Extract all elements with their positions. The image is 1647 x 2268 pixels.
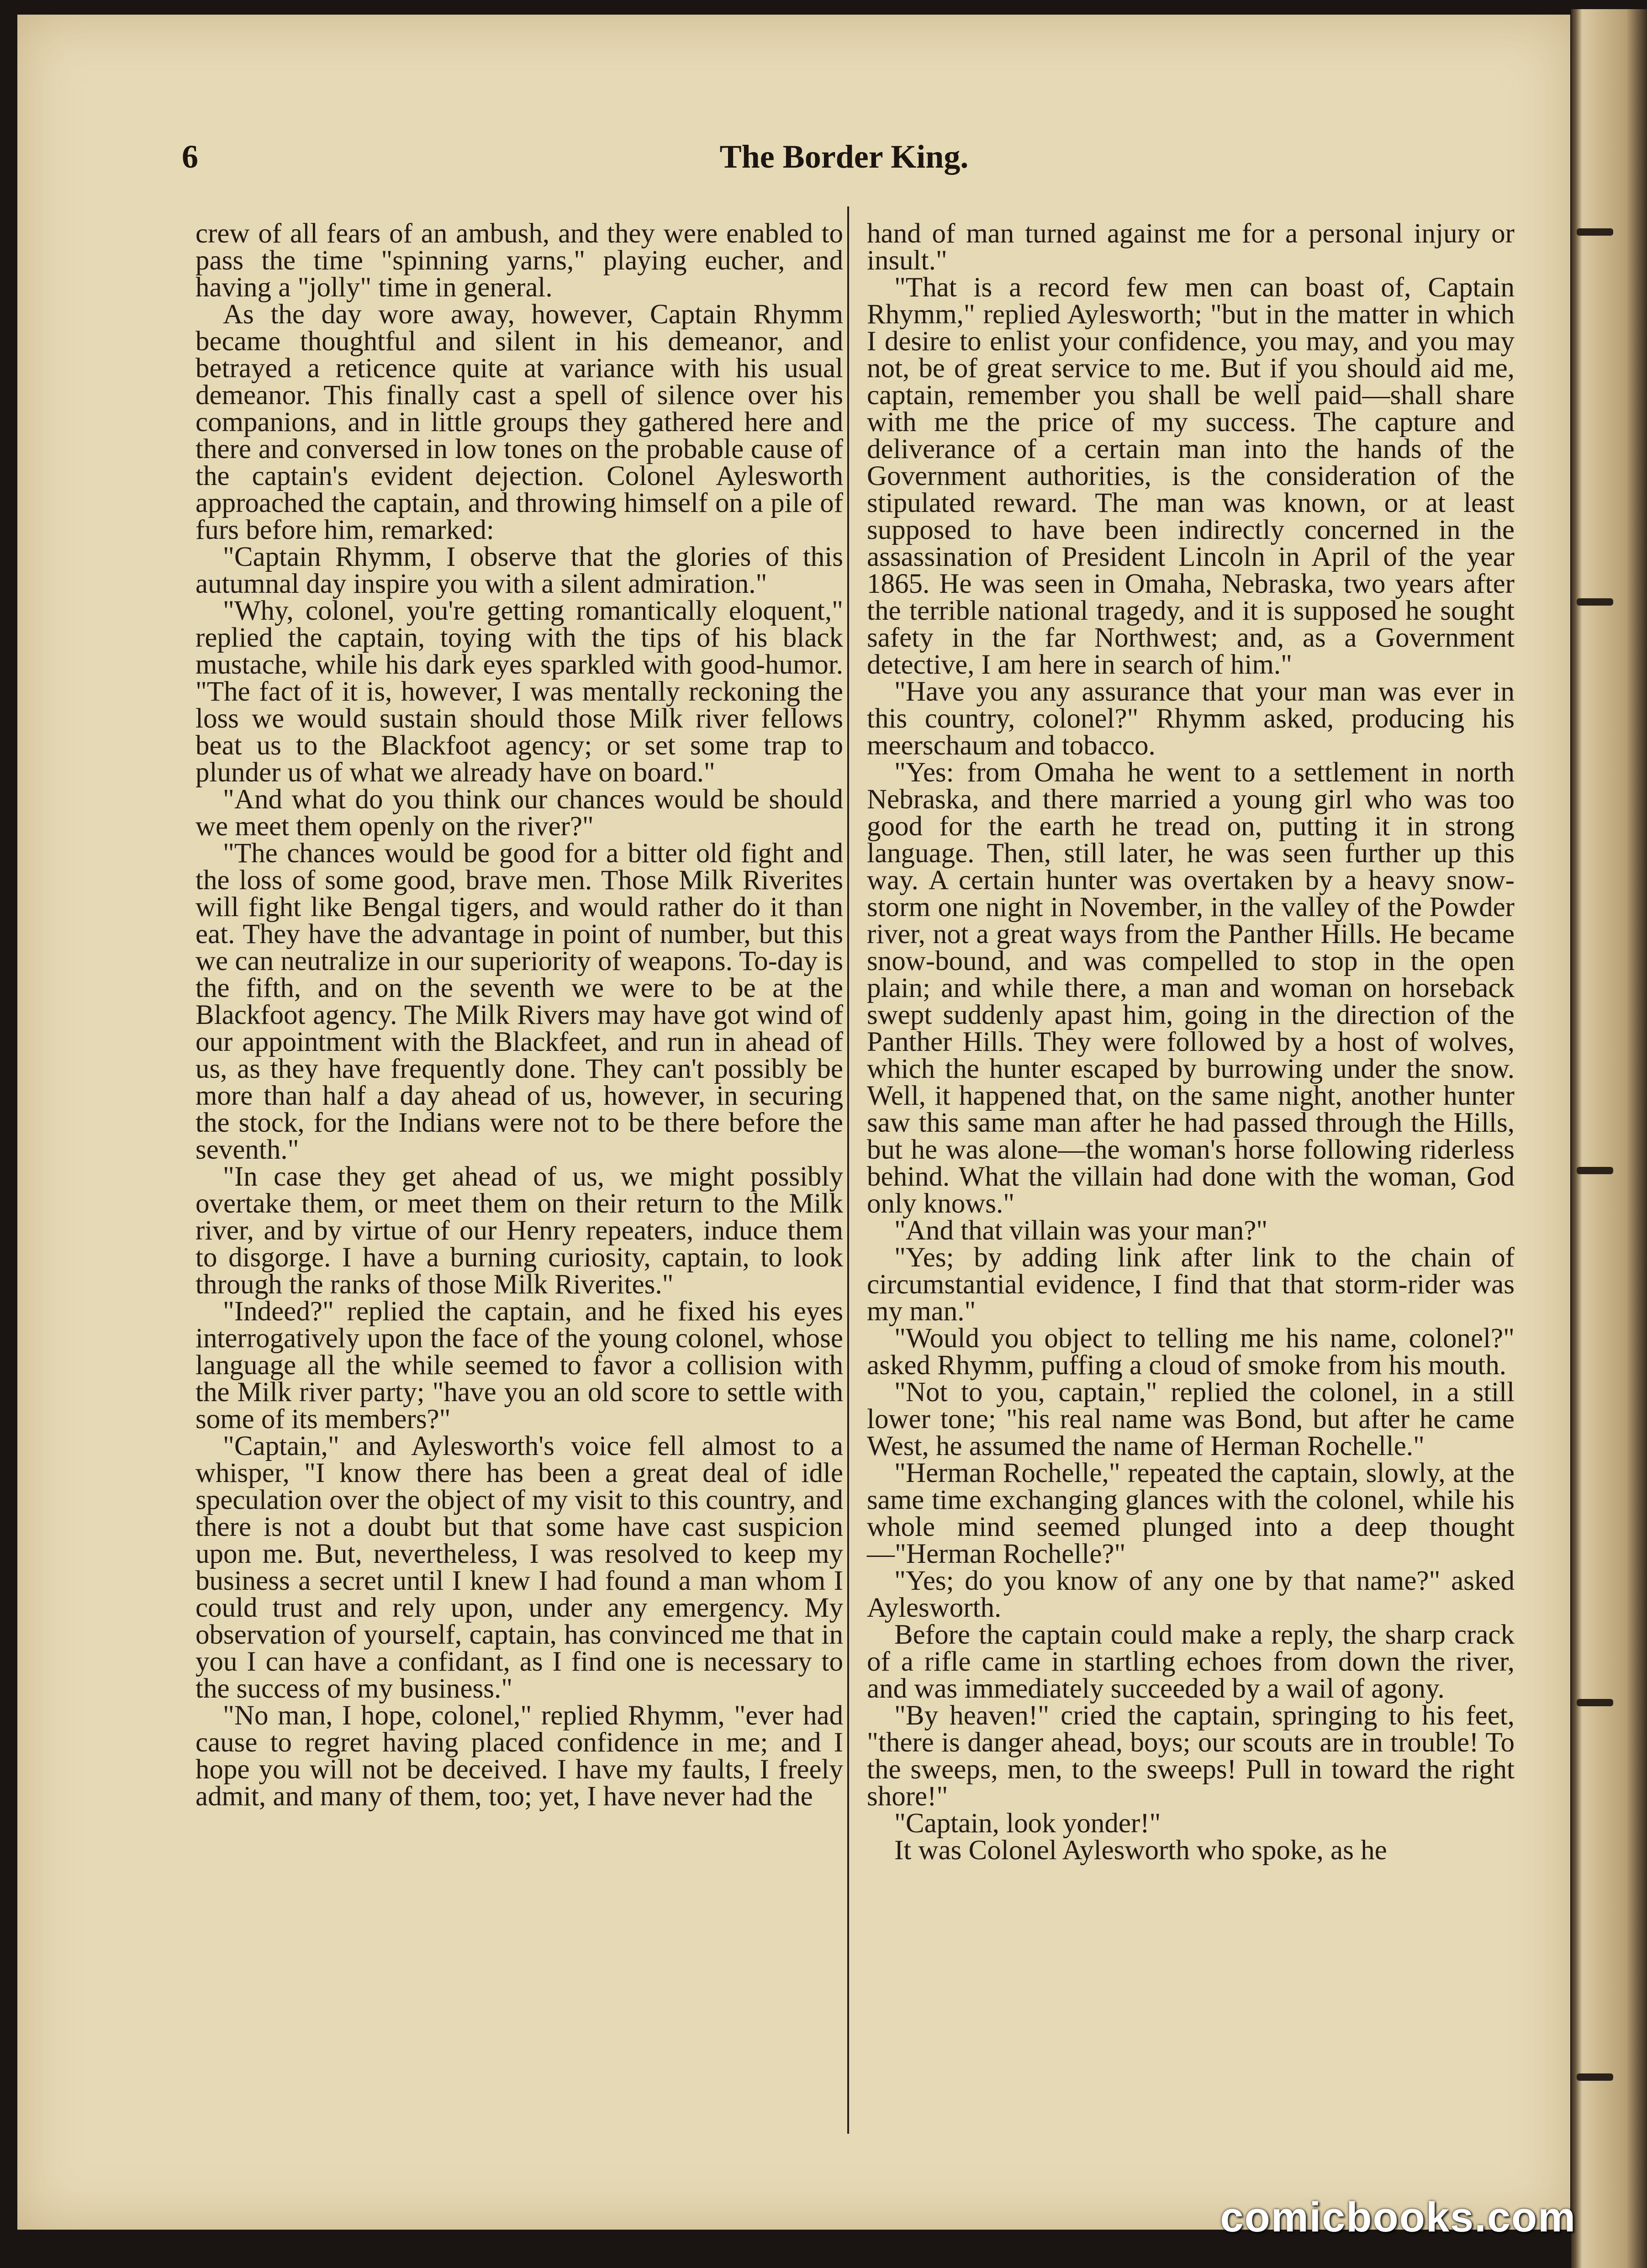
paragraph: hand of man turned against me for a personal injury or insult." (867, 218, 1515, 276)
page-header (182, 138, 1506, 184)
paragraph: "Why, colonel, you're getting romantically eloquent," replied the captain, toying with the tips of his black mustache, while his dark eyes sparkled with good-humor. "The fact of it is, however, I was mentally reckoning the loss we would sustain should those Milk river fellows beat us to the Blackfoot agency; or set some trap to plunder us of what we already have on board." (195, 596, 843, 788)
paragraph: As the day wore away, however, Captain Rhymm became thoughtful and silent in his demeanor, and betrayed a reticence quite at variance with his usual demeanor. This finally cast a spell of silence over his companions, and in little groups they gathered here and there and conversed in low tones on the probable cause of the captain's evident dejection. Colonel Aylesworth approached the captain, and throwing himself on a pile of furs before him, remarked: (195, 299, 843, 545)
paragraph: "Yes; do you know of any one by that name?" asked Aylesworth. (867, 1566, 1515, 1623)
paragraph: "By heaven!" cried the captain, springing to his feet, "there is danger ahead, boys; our scouts are in trouble! To the sweeps, men, to the sweeps! Pull in toward the right shore!" (867, 1700, 1515, 1812)
paragraph: "Have you any assurance that your man was ever in this country, colonel?" Rhymm asked, producing his meerschaum and tobacco. (867, 676, 1515, 761)
page-number: 6 (182, 138, 198, 175)
paragraph: "Captain, look yonder!" (894, 1808, 1161, 1839)
paragraph: "Captain Rhymm, I observe that the glories of this autumnal day inspire you with a silent admiration." (195, 542, 843, 599)
paragraph: "And that villain was your man?" (894, 1215, 1268, 1246)
paragraph: "No man, I hope, colonel," replied Rhymm, "ever had cause to regret having placed confidence in me; and I hope you will not be deceived. I have my faults, I freely admit, and many of them, too; yet, I have never had the (195, 1700, 843, 1812)
paragraph: "That is a record few men can boast of, Captain Rhymm," replied Aylesworth; "but in the matter in which I desire to enlist your confidence, you may, and you may not, be of great service to me. But if you should aid me, captain, remember you shall be well paid—shall share with me the price of my success. The capture and deliverance of a certain man into the hands of the Government authorities, is the consideration of the stipulated reward. The man was known, or at least supposed to have been indirectly concerned in the assassination of President Lincoln in April of the year 1865. He was seen in Omaha, Nebraska, two years after the terrible national tragedy, and it is supposed he sought safety in the far Northwest; and, as a Government detective, I am here in search of him." (867, 272, 1515, 680)
column-divider (847, 206, 849, 2134)
staple (1577, 598, 1613, 606)
staple (1577, 1699, 1613, 1706)
paragraph: "Captain," and Aylesworth's voice fell almost to a whisper, "I know there has been a great deal of idle speculation over the object of my visit to this country, and there is not a doubt but that some have cast suspicion upon me. But, nevertheless, I was resolved to keep my business a secret until I knew I had found a man whom I could trust and rely upon, under any emergency. My observation of yourself, captain, has convinced me that in you I can have a confidant, as I find one is necessary to the success of my business." (195, 1431, 843, 1704)
paragraph: "Indeed?" replied the captain, and he fixed his eyes interrogatively upon the face of the young colonel, whose language all the while seemed to favor a collision with the Milk river party; "have you an old score to settle with some of its members?" (195, 1296, 843, 1435)
magazine-page (17, 15, 1570, 2230)
text-column-right (867, 220, 1515, 1864)
binding-spine (1571, 9, 1647, 2268)
paragraph: "And what do you think our chances would be should we meet them openly on the river?" (195, 784, 843, 842)
paragraph: crew of all fears of an ambush, and they were enabled to pass the time "spinning yarns," playing eucher, and having a "jolly" time in general. (195, 218, 843, 303)
paragraph: Before the captain could make a reply, the sharp crack of a rifle came in startling echoes from down the river, and was immediately succeeded by a wail of agony. (867, 1619, 1515, 1704)
paragraph: "Herman Rochelle," repeated the captain, slowly, at the same time exchanging glances with the colonel, while his whole mind seemed plunged into a deep thought—"Herman Rochelle?" (867, 1458, 1515, 1569)
paragraph: "Not to you, captain," replied the colonel, in a still lower tone; "his real name was Bond, but after he came West, he assumed the name of Herman Rochelle." (867, 1377, 1515, 1461)
paragraph: "Yes; by adding link after link to the chain of circumstantial evidence, I find that that storm-rider was my man." (867, 1242, 1515, 1327)
running-head-title: The Border King. (719, 138, 969, 175)
paragraph: "In case they get ahead of us, we might possibly overtake them, or meet them on their return to the Milk river, and by virtue of our Henry repeaters, induce them to disgorge. I have a burning curiosity, captain, to look through the ranks of those Milk Riverites." (195, 1161, 843, 1300)
paragraph: It was Colonel Aylesworth who spoke, as he (894, 1835, 1387, 1866)
paragraph: "The chances would be good for a bitter old fight and the loss of some good, brave men. Those Milk Riverites will fight like Bengal tigers, and would rather do it than eat. They have the advantage in point of number, but this we can neutralize in our superiority of weapons. To-day is the fifth, and on the seventh we were to be at the Blackfoot agency. The Milk Rivers may have got wind of our appointment with the Blackfeet, and run in ahead of us, as they have frequently done. They can't possibly be more than half a day ahead of us, however, in securing the stock, for the Indians were not to be there before the seventh." (195, 838, 843, 1165)
staple (1577, 228, 1613, 236)
text-column-left (195, 220, 843, 1810)
staple (1577, 1167, 1613, 1174)
watermark: comicbooks.com (1220, 2194, 1576, 2241)
paragraph: "Yes: from Omaha he went to a settlement in north Nebraska, and there married a young girl who was too good for the earth he tread on, putting it in strong language. Then, still later, he was seen further up this way. A certain hunter was overtaken by a heavy snow-storm one night in November, in the valley of the Powder river, not a great ways from the Panther Hills. He became snow-bound, and was compelled to stop in the open plain; and while there, a man and woman on horseback swept suddenly apast him, going in the direction of the Panther Hills. They were followed by a host of wolves, which the hunter escaped by burrowing under the snow. Well, it happened that, on the same night, another hunter saw this same man after he had passed through the Hills, but he was alone—the woman's horse following riderless behind. What the villain had done with the woman, God only knows." (867, 757, 1515, 1219)
paragraph: "Would you object to telling me his name, colonel?" asked Rhymm, puffing a cloud of smoke from his mouth. (867, 1323, 1515, 1381)
staple (1577, 2073, 1613, 2081)
